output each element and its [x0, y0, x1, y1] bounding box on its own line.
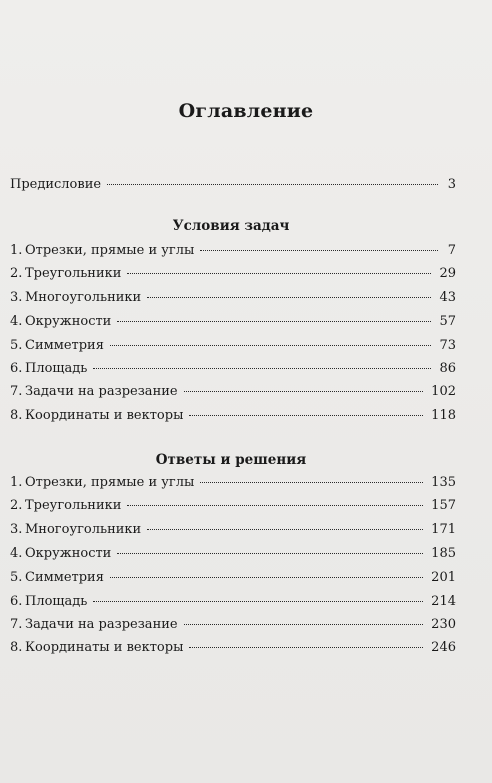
toc-page-number: 185 — [431, 546, 456, 561]
toc-entry[interactable] — [10, 546, 456, 564]
toc-entry-number: 6. — [10, 361, 23, 376]
dot-leader — [107, 184, 438, 185]
toc-entry[interactable] — [10, 314, 456, 332]
toc-entry-label: Задачи на разрезание — [25, 384, 178, 399]
toc-entry-number: 5. — [10, 570, 23, 585]
toc-entry-number: 3. — [10, 290, 23, 305]
dot-leader — [117, 553, 423, 554]
toc-entry-number: 4. — [10, 314, 23, 329]
dot-leader — [147, 529, 423, 530]
dot-leader — [110, 345, 432, 346]
dot-leader — [200, 482, 423, 483]
toc-entry[interactable] — [10, 475, 456, 493]
toc-entry-preface[interactable] — [10, 177, 456, 195]
toc-entry-number: 5. — [10, 338, 23, 353]
toc-entry[interactable] — [10, 243, 456, 261]
toc-page-number: 171 — [431, 522, 456, 537]
toc-entry-number: 1. — [10, 243, 23, 258]
dot-leader — [147, 297, 431, 298]
toc-entry-label: Отрезки, прямые и углы — [25, 243, 195, 258]
toc-entry-number: 8. — [10, 408, 23, 423]
toc-entry[interactable] — [10, 640, 456, 658]
toc-entry[interactable] — [10, 408, 456, 426]
toc-entry-label: Задачи на разрезание — [25, 617, 178, 632]
toc-entry[interactable] — [10, 522, 456, 540]
toc-entry-number: 2. — [10, 266, 23, 281]
toc-entry-number: 7. — [10, 617, 23, 632]
toc-entry[interactable] — [10, 384, 456, 402]
toc-entry-number: 2. — [10, 498, 23, 513]
page-title: Оглавление — [178, 100, 314, 122]
dot-leader — [127, 505, 423, 506]
toc-page-number: 201 — [431, 570, 456, 585]
toc-page-number: 246 — [431, 640, 456, 655]
toc-page-number: 157 — [431, 498, 456, 513]
toc-entry-label: Отрезки, прямые и углы — [25, 475, 195, 490]
dot-leader — [110, 577, 423, 578]
toc-entry-label: Треугольники — [25, 498, 122, 513]
toc-entry-label: Окружности — [25, 314, 112, 329]
toc-entry[interactable] — [10, 498, 456, 516]
toc-entry-label: Треугольники — [25, 266, 122, 281]
toc-entry-label: Многоугольники — [25, 522, 142, 537]
toc-entry-number: 7. — [10, 384, 23, 399]
toc-entry-number: 3. — [10, 522, 23, 537]
toc-entry[interactable] — [10, 338, 456, 356]
toc-entry-number: 4. — [10, 546, 23, 561]
dot-leader — [127, 273, 431, 274]
dot-leader — [200, 250, 438, 251]
section-title-answers: Ответы и решения — [155, 452, 307, 468]
toc-page-number: 29 — [439, 266, 456, 281]
toc-entry[interactable] — [10, 617, 456, 635]
toc-entry-label: Предисловие — [10, 177, 102, 192]
toc-page-number: 135 — [431, 475, 456, 490]
dot-leader — [117, 321, 431, 322]
toc-entry-label: Площадь — [25, 361, 88, 376]
toc-page-number: 43 — [439, 290, 456, 305]
toc-page-number: 86 — [439, 361, 456, 376]
dot-leader — [184, 391, 424, 392]
toc-entry-label: Координаты и векторы — [25, 408, 184, 423]
toc-page-number: 102 — [431, 384, 456, 399]
toc-entry-label: Окружности — [25, 546, 112, 561]
toc-page-number: 57 — [439, 314, 456, 329]
dot-leader — [93, 601, 423, 602]
dot-leader — [93, 368, 431, 369]
toc-entry-label: Симметрия — [25, 570, 104, 585]
toc-entry-number: 1. — [10, 475, 23, 490]
dot-leader — [189, 647, 423, 648]
toc-page-number: 7 — [447, 243, 456, 258]
toc-page-number: 118 — [431, 408, 456, 423]
toc-entry-label: Симметрия — [25, 338, 104, 353]
toc-page-number: 230 — [431, 617, 456, 632]
dot-leader — [189, 415, 423, 416]
toc-page-number: 214 — [431, 594, 456, 609]
toc-page-number: 3 — [447, 177, 456, 192]
toc-entry[interactable] — [10, 594, 456, 612]
toc-entry-label: Координаты и векторы — [25, 640, 184, 655]
toc-entry-label: Многоугольники — [25, 290, 142, 305]
toc-entry-label: Площадь — [25, 594, 88, 609]
toc-entry[interactable] — [10, 290, 456, 308]
toc-entry-number: 8. — [10, 640, 23, 655]
toc-page-number: 73 — [439, 338, 456, 353]
section-title-conditions: Условия задач — [172, 218, 290, 234]
toc-entry[interactable] — [10, 266, 456, 284]
toc-entry[interactable] — [10, 361, 456, 379]
toc-entry-number: 6. — [10, 594, 23, 609]
toc-entry[interactable] — [10, 570, 456, 588]
dot-leader — [184, 624, 424, 625]
